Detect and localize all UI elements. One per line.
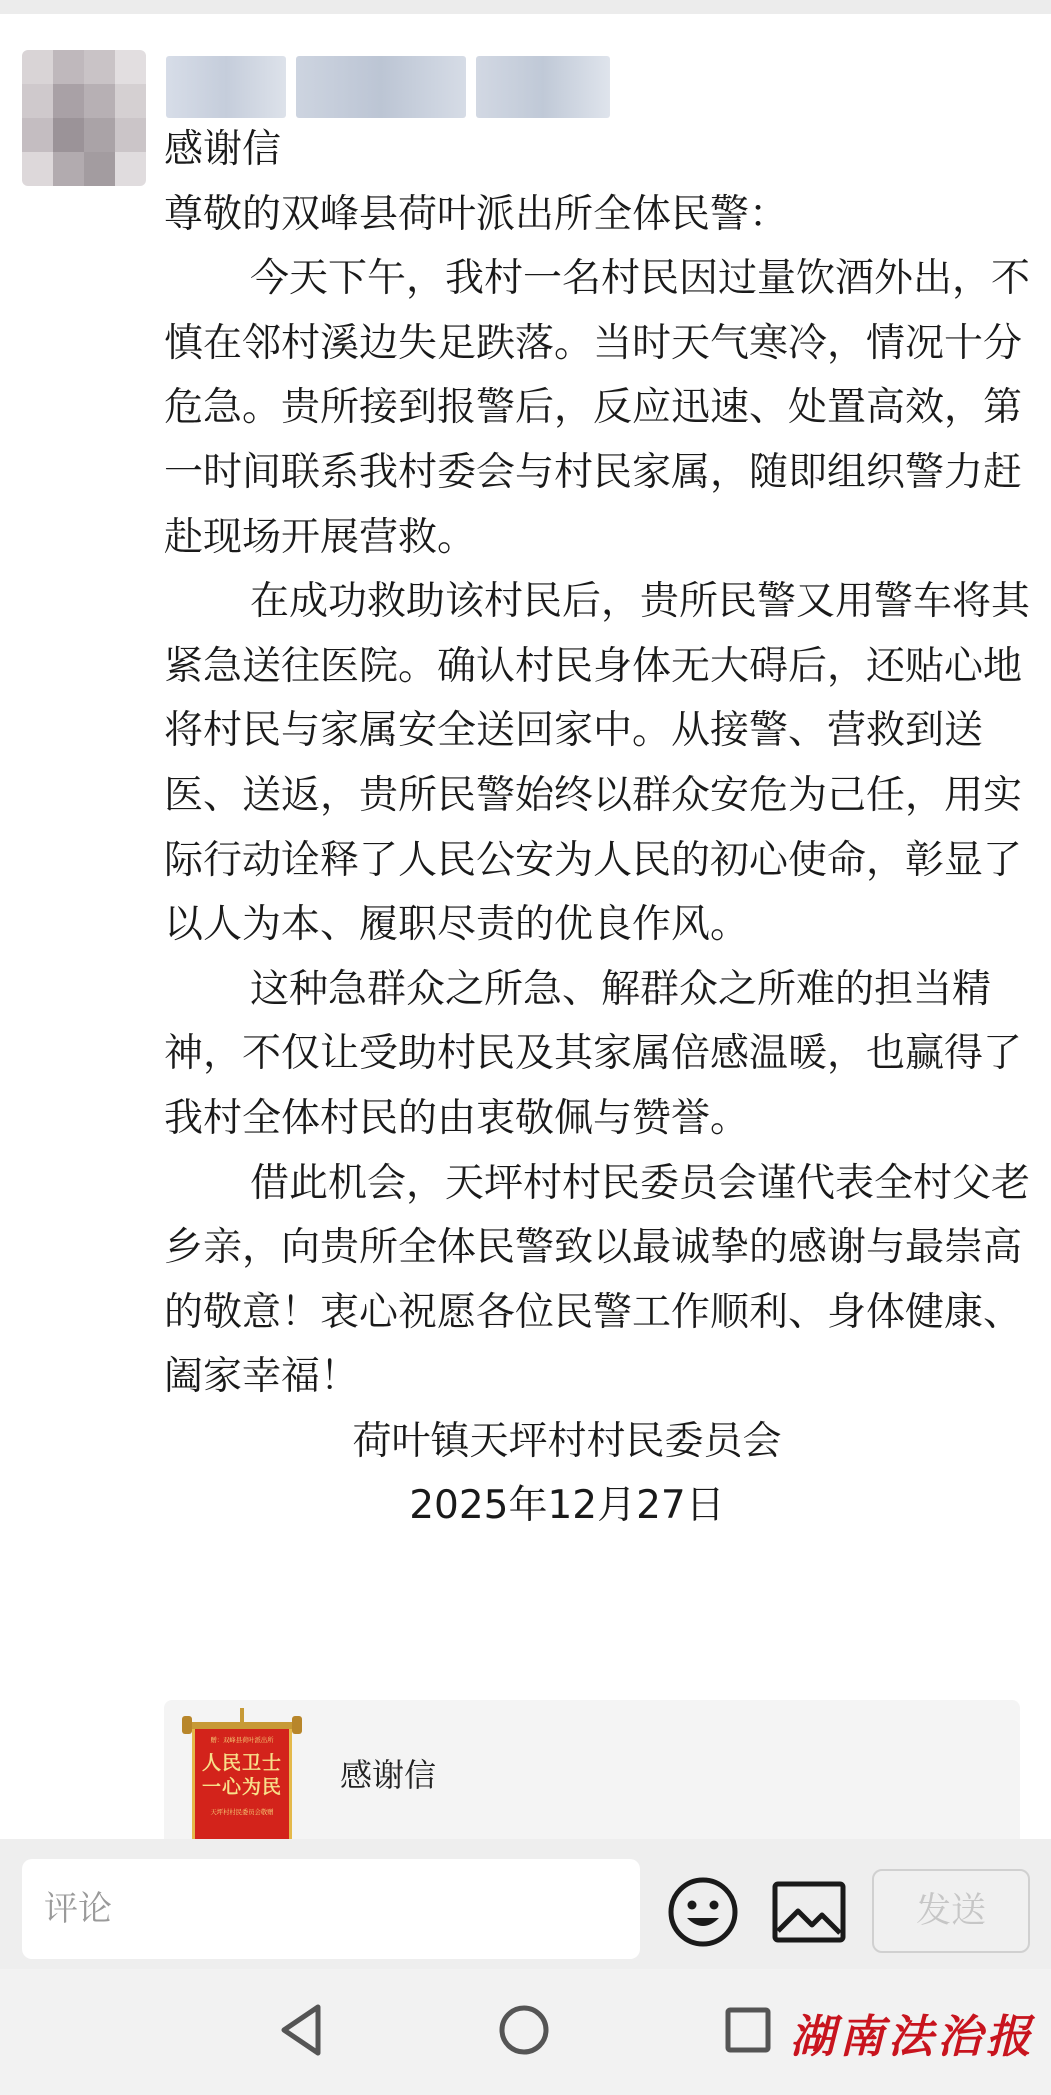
image-button[interactable] [770, 1875, 848, 1949]
watermark-logo: 湖南法治报 [790, 2010, 1036, 2063]
banner-knob-left [182, 1716, 192, 1734]
letter-paragraph: 今天下午，我村一名村民因过量饮酒外出，不慎在邻村溪边失足跌落。当时天气寒冷，情况十分危急。贵所接到报警后，反应迅速、处置高效，第一时间联系我村委会与村民家属，随即组织警力赶赴现场开展营救。 [164, 256, 1031, 560]
top-strip [0, 0, 1051, 14]
recent-square-icon [713, 1995, 783, 2065]
banner-thumbnail [182, 1714, 302, 1850]
letter-date: 2025年12月27日 [409, 1483, 725, 1529]
attachment-title: 感谢信 [340, 1756, 437, 1794]
banner-body [192, 1729, 292, 1850]
letter-body [164, 118, 1030, 1539]
home-circle-icon [489, 1995, 559, 2065]
letter-salutation: 尊敬的双峰县荷叶派出所全体民警： [164, 191, 789, 237]
banner-bottom-line: 天坪村村民委员会敬赠 [210, 1808, 274, 1816]
letter-paragraph: 在成功救助该村民后，贵所民警又用警车将其紧急送往医院。确认村民身体无大碍后，还贴心地将村民与家属安全送回家中。从接警、营救到送医、送返，贵所民警始终以群众安危为己任，用实际行动诠释了人民公安为人民的初心使命，彰显了以人为本、履职尽责的优良作风。 [164, 579, 1031, 948]
comment-placeholder: 评论 [44, 1889, 112, 1929]
letter-title: 感谢信 [164, 127, 282, 172]
attachment-card[interactable] [164, 1700, 1020, 1850]
nav-back-button[interactable] [268, 1995, 338, 2065]
banner-knob-right [292, 1716, 302, 1734]
nav-recent-button[interactable] [713, 1995, 783, 2065]
emoji-button[interactable] [664, 1873, 742, 1951]
letter-paragraph: 这种急群众之所急、解群众之所难的担当精神，不仅让受助村民及其家属倍感温暖，也赢得了我村全体村民的由衷敬佩与赞誉。 [164, 966, 1023, 1141]
comment-bar [0, 1839, 1051, 1969]
banner-rod [186, 1722, 298, 1729]
letter-signature: 荷叶镇天坪村村民委员会 [352, 1418, 782, 1464]
letter-paragraph: 借此机会，天坪村村民委员会谨代表全村父老乡亲，向贵所全体民警致以最诚挚的感谢与最崇高的敬意！衷心祝愿各位民警工作顺利、身体健康、阖家幸福！ [164, 1160, 1031, 1400]
banner-line-1: 人民卫士 [201, 1752, 282, 1774]
banner-top-line: 赠：双峰县荷叶派出所 [210, 1736, 274, 1744]
nav-home-button[interactable] [489, 1995, 559, 2065]
username-blurred[interactable] [166, 56, 610, 118]
comment-input[interactable] [22, 1859, 640, 1959]
send-button[interactable]: 发送 [872, 1869, 1030, 1953]
emoji-icon [667, 1876, 739, 1948]
back-triangle-icon [268, 1995, 338, 2065]
image-icon [772, 1881, 846, 1943]
banner-line-2: 一心为民 [201, 1776, 282, 1798]
avatar[interactable] [22, 50, 146, 186]
